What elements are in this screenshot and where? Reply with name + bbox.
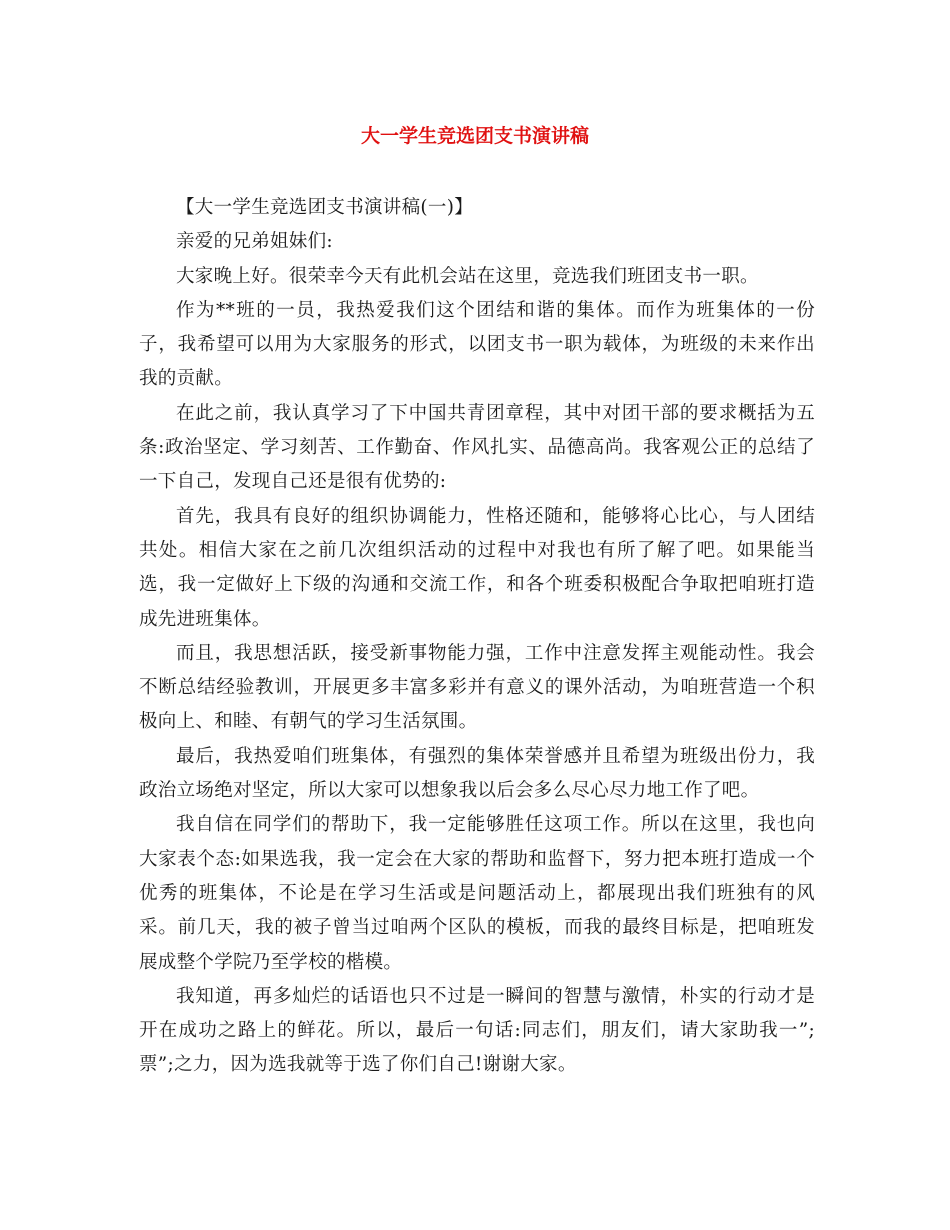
- paragraph: 大家晚上好。很荣幸今天有此机会站在这里，竞选我们班团支书一职。: [176, 265, 759, 287]
- paragraph: 作为**班的一员，我热爱我们这个团结和谐的集体。而作为班集体的一份子，我希望可以用为大家服务的形式，以团支书一职为载体，为班级的未来作出我的贡献。: [139, 299, 815, 390]
- salutation: 亲爱的兄弟姐妹们:: [176, 231, 333, 253]
- paragraph: 我自信在同学们的帮助下，我一定能够胜任这项工作。所以在这里，我也向大家表个态:如果选我，我一定会在大家的帮助和监督下，努力把本班打造成一个优秀的班集体，不论是在学习生活或是问题活动上，都展现出我们班独有的风采。前几天，我的被子曾当过咱两个区队的模板，而我的最终目标是，把咱班发展成整个学院乃至学校的楷模。: [139, 814, 815, 973]
- paragraph: 首先，我具有良好的组织协调能力，性格还随和，能够将心比心，与人团结共处。相信大家在之前几次组织活动的过程中对我也有所了解了吧。如果能当选，我一定做好上下级的沟通和交流工作，和各个班委积极配合争取把咱班打造成先进班集体。: [139, 505, 815, 630]
- document-body: [139, 191, 815, 1083]
- paragraph: 我知道，再多灿烂的话语也只不过是一瞬间的智慧与激情，朴实的行动才是开在成功之路上的鲜花。所以，最后一句话:同志们，朋友们，请大家助我一”;票”;之力，因为选我就等于选了你们自己!谢谢大家。: [139, 985, 815, 1076]
- paragraph: 在此之前，我认真学习了下中国共青团章程，其中对团干部的要求概括为五条:政治坚定、学习刻苦、工作勤奋、作风扎实、品德高尚。我客观公正的总结了一下自己，发现自己还是很有优势的:: [139, 402, 815, 493]
- section-heading: 【大一学生竞选团支书演讲稿(一)】: [176, 197, 474, 218]
- document-title: 大一学生竞选团支书演讲稿: [360, 125, 589, 147]
- paragraph: 最后，我热爱咱们班集体，有强烈的集体荣誉感并且希望为班级出份力，我政治立场绝对坚定，所以大家可以想象我以后会多么尽心尽力地工作了吧。: [139, 745, 815, 802]
- paragraph: 而且，我思想活跃，接受新事物能力强，工作中注意发挥主观能动性。我会不断总结经验教训，开展更多丰富多彩并有意义的课外活动，为咱班营造一个积极向上、和睦、有朝气的学习生活氛围。: [139, 642, 815, 733]
